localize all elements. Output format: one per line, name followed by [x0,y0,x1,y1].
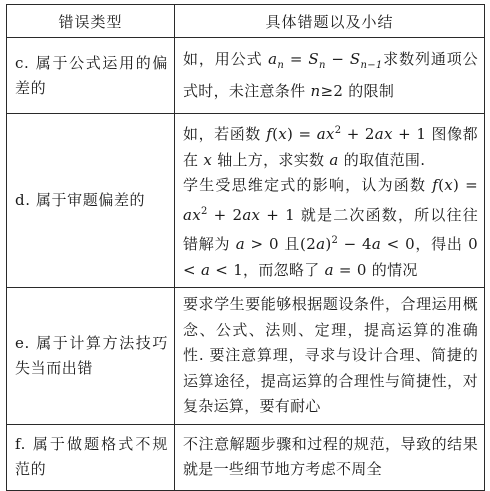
header-details-summary: 具体错题以及小结 [175,5,485,38]
header-row [7,5,485,38]
formula-an: $a_n = S_n - S_{n-1}$ [268,50,383,71]
row-c-type: c. 属于公式运用的偏差的 [7,38,175,114]
row-d-detail: 如，若函数 $f(x) = ax^2 + 2ax + 1$ 图像都在 x 轴上方，求实数 a 的取值范围. 学生受思维定式的影响，认为函数 $f(x) = ax^2 + 2ax + 1$ 就是二次函数，所以往往错解为 a > 0 且$(2a)^2 - 4a < 0$，得出 0 < a < 1，而忽略了 a = 0 的情况 [175,114,485,288]
table-row [7,114,485,288]
table-row [7,424,485,490]
row-d-type: d. 属于审题偏差的 [7,114,175,288]
row-c-detail: 如，用公式 $a_n = S_n - S_{n-1}$求数列通项公式时，未注意条件 n≥2 的限制 [175,38,485,114]
row-f-detail: 不注意解题步骤和过程的规范，导致的结果就是一些细节地方考虑不周全 [175,424,485,490]
table-row [7,288,485,425]
row-f-type: f. 属于做题格式不规范的 [7,424,175,490]
error-type-table [6,4,485,491]
row-e-detail: 要求学生要能够根据题设条件，合理运用概念、公式、法则、定理，提高运算的准确性. 要注意算理，寻求与设计合理、简捷的运算途径，提高运算的合理性与简捷性，对复杂运算，要有耐心 [175,288,485,425]
header-error-type: 错误类型 [7,5,175,38]
row-e-type: e. 属于计算方法技巧失当而出错 [7,288,175,425]
error-type-table-container [6,4,484,482]
table-row [7,38,485,114]
